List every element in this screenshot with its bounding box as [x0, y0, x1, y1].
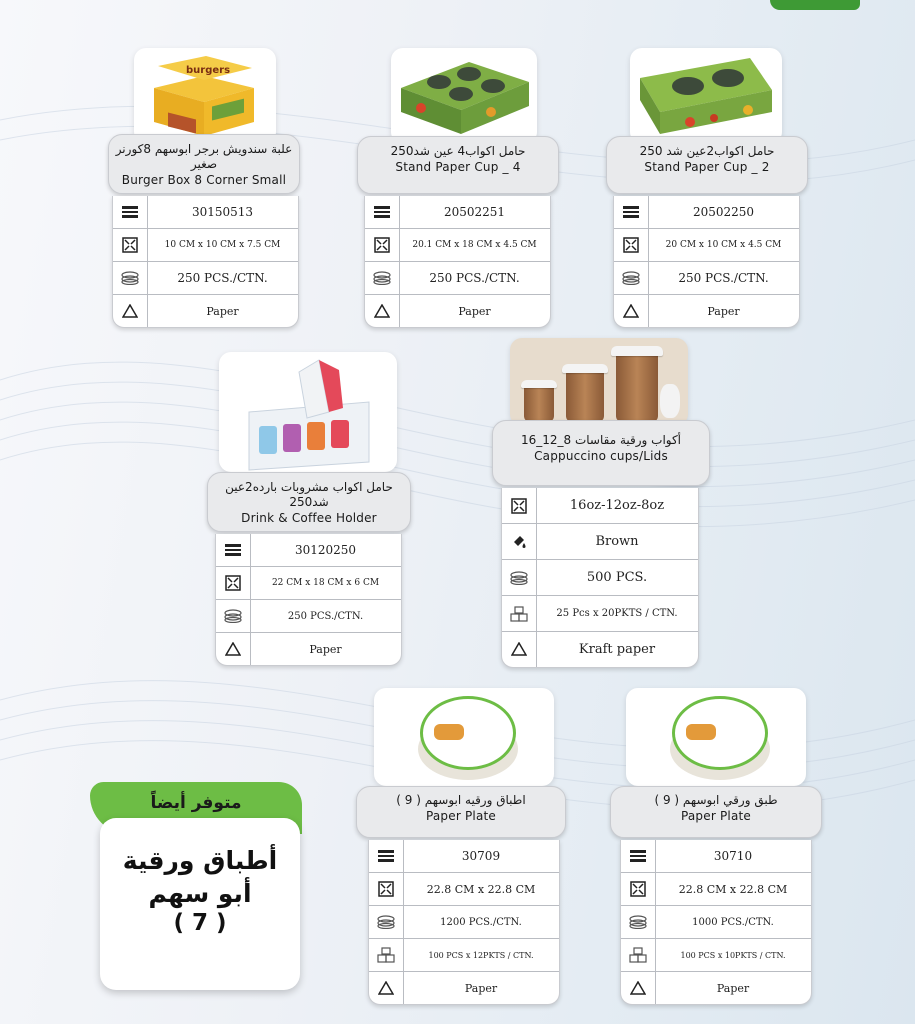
spec-row-material	[369, 972, 559, 1004]
product-card-paper-plate-30710	[610, 688, 822, 1010]
product-material: Paper	[464, 981, 498, 995]
spec-row-code	[113, 196, 298, 229]
product-name-english: Drink & Coffee Holder	[241, 511, 377, 525]
color-drop-icon	[502, 524, 537, 559]
spec-table	[215, 534, 402, 666]
dimensions-icon	[365, 229, 400, 261]
spec-row-qty	[502, 560, 698, 596]
product-name-arabic: طبق ورقي ابوسهم ( 9 )	[654, 793, 778, 807]
product-quantity: 250 PCS./CTN.	[678, 271, 769, 285]
stack-icon	[113, 262, 148, 294]
product-name-english: Paper Plate	[425, 809, 496, 823]
product-image	[374, 688, 554, 786]
stack-icon	[614, 262, 649, 294]
dimensions-icon	[369, 873, 404, 905]
dimensions-icon	[614, 229, 649, 261]
product-name-arabic: اطباق ورقيه ابوسهم ( 9 )	[396, 793, 526, 807]
dimensions-icon	[502, 488, 537, 523]
cup-holder-4-illustration	[391, 48, 537, 144]
spec-table	[368, 840, 560, 1005]
recycle-icon	[369, 972, 404, 1004]
recycle-icon	[365, 295, 400, 327]
product-material: Paper	[206, 304, 239, 318]
spec-row-qty	[216, 600, 401, 633]
plate-food	[686, 724, 716, 740]
burger-box-illustration	[134, 48, 276, 144]
product-header	[610, 786, 822, 838]
product-name-english: Stand Paper Cup _ 4	[395, 160, 521, 174]
product-header	[207, 472, 411, 532]
promo-line-1: أطباق ورقية	[122, 846, 278, 875]
product-material: Kraft paper	[578, 642, 656, 657]
product-image	[630, 48, 782, 144]
spec-row-qty	[113, 262, 298, 295]
stack-icon	[369, 906, 404, 938]
spec-row-qty	[614, 262, 799, 295]
cup-large	[616, 354, 658, 422]
lid-small	[521, 380, 557, 388]
product-name-arabic: علبة سندويش برجر ابوسهم 8كورنر صغير	[115, 142, 293, 171]
product-quantity: 250 PCS./CTN.	[177, 271, 268, 285]
spec-row-code	[621, 840, 811, 873]
product-size: 22.8 CM x 22.8 CM	[426, 882, 536, 896]
spec-row-sizes	[502, 488, 698, 524]
stack-icon	[621, 906, 656, 938]
promo-line-2: أبو سهم	[148, 879, 252, 908]
product-image	[219, 352, 397, 472]
spec-row-size	[369, 873, 559, 906]
cup-medium	[566, 372, 604, 422]
product-header	[606, 136, 808, 194]
product-code: 30120250	[294, 543, 357, 557]
product-size: 20.1 CM x 18 CM x 4.5 CM	[412, 240, 537, 250]
product-quantity: 250 PCS./CTN.	[429, 271, 520, 285]
spec-row-size	[621, 873, 811, 906]
product-card-drink-holder	[207, 352, 411, 668]
product-pack: 100 PCS x 10PKTS / CTN.	[680, 950, 786, 960]
product-quantity: 500 PCS.	[586, 570, 648, 585]
promo-also-available	[90, 782, 304, 994]
product-size: 22 CM x 18 CM x 6 CM	[271, 578, 380, 588]
spec-row-code	[216, 534, 401, 567]
product-pack: 100 PCS x 12PKTS / CTN.	[428, 950, 534, 960]
lid-large	[611, 346, 663, 356]
svg-text:burgers: burgers	[186, 65, 231, 76]
spec-table	[613, 196, 800, 328]
product-code: 30710	[713, 849, 753, 863]
barcode-list-icon	[369, 840, 404, 872]
spec-row-material	[365, 295, 550, 327]
product-card-stand-cup-2	[606, 48, 806, 334]
spec-row-size	[216, 567, 401, 600]
product-quantity: 1000 PCS./CTN.	[692, 916, 774, 928]
spec-row-qty	[621, 906, 811, 939]
product-name-arabic: حامل اكواب2عين شد 250	[639, 144, 775, 158]
product-code: 30150513	[191, 205, 254, 219]
product-header	[108, 134, 300, 194]
product-image	[134, 48, 276, 144]
product-card-paper-plate-30709	[356, 688, 566, 1010]
product-image	[510, 338, 688, 426]
cup-small	[524, 386, 554, 422]
stack-icon	[365, 262, 400, 294]
product-image	[391, 48, 537, 144]
top-accent-bar	[770, 0, 860, 10]
spec-row-material	[614, 295, 799, 327]
drink-holder-illustration	[219, 352, 397, 472]
product-size: 22.8 CM x 22.8 CM	[678, 882, 788, 896]
recycle-icon	[621, 972, 656, 1004]
product-material: Paper	[309, 642, 342, 656]
plate-food	[434, 724, 464, 740]
spec-table	[620, 840, 812, 1005]
spec-row-pack	[369, 939, 559, 972]
dimensions-icon	[113, 229, 148, 261]
product-header	[356, 786, 566, 838]
product-name-arabic: حامل اكواب مشروبات بارده2عين شد250	[225, 480, 393, 509]
promo-body	[100, 818, 300, 990]
stack-icon	[216, 600, 251, 632]
dimensions-icon	[216, 567, 251, 599]
spec-row-code	[369, 840, 559, 873]
spec-row-code	[365, 196, 550, 229]
product-code: 20502251	[443, 205, 506, 219]
product-name-english: Stand Paper Cup _ 2	[644, 160, 770, 174]
product-quantity: 1200 PCS./CTN.	[440, 916, 522, 928]
product-size: 10 CM x 10 CM x 7.5 CM	[164, 240, 281, 250]
promo-tag: متوفر أيضاً	[90, 782, 302, 834]
cup-holder-2-illustration	[630, 48, 782, 144]
package-icon	[621, 939, 656, 971]
spec-row-material	[113, 295, 298, 327]
product-header	[492, 420, 710, 486]
spec-row-material	[621, 972, 811, 1004]
barcode-list-icon	[365, 196, 400, 228]
spec-row-pack	[621, 939, 811, 972]
product-material: Paper	[707, 304, 740, 318]
dimensions-icon	[621, 873, 656, 905]
product-card-burger-box	[108, 48, 300, 334]
spec-row-pack	[502, 596, 698, 632]
product-pack: 25 Pcs x 20PKTS / CTN.	[556, 608, 678, 619]
product-name-english: Burger Box 8 Corner Small	[121, 173, 287, 187]
spec-row-code	[614, 196, 799, 229]
spec-table	[112, 196, 299, 328]
recycle-icon	[113, 295, 148, 327]
spec-row-size	[614, 229, 799, 262]
recycle-icon	[614, 295, 649, 327]
product-size: 20 CM x 10 CM x 4.5 CM	[665, 240, 782, 250]
product-material: Paper	[458, 304, 491, 318]
recycle-icon	[502, 632, 537, 667]
product-name-arabic: حامل اكواب4 عين شد250	[390, 144, 526, 158]
barcode-list-icon	[216, 534, 251, 566]
lid-medium	[562, 364, 608, 373]
barcode-list-icon	[614, 196, 649, 228]
package-icon	[369, 939, 404, 971]
product-color: Brown	[595, 534, 639, 549]
product-image	[626, 688, 806, 786]
product-header	[357, 136, 559, 194]
package-icon	[502, 596, 537, 631]
product-card-cappuccino-cups	[492, 338, 710, 668]
product-material: Paper	[716, 981, 750, 995]
barcode-list-icon	[621, 840, 656, 872]
spec-row-qty	[369, 906, 559, 939]
stack-icon	[502, 560, 537, 595]
spec-table	[364, 196, 551, 328]
product-code: 20502250	[692, 205, 755, 219]
spec-table	[501, 488, 699, 668]
spec-row-color	[502, 524, 698, 560]
product-name-english: Cappuccino cups/Lids	[534, 449, 668, 463]
promo-line-3: ( 7 )	[173, 910, 227, 936]
lid-loose	[660, 384, 680, 418]
product-name-arabic: أكواب ورقية مقاسات 8_12_16	[520, 433, 682, 447]
barcode-list-icon	[113, 196, 148, 228]
product-card-stand-cup-4	[357, 48, 557, 334]
spec-row-qty	[365, 262, 550, 295]
product-sizes: 16oz-12oz-8oz	[569, 498, 665, 513]
spec-row-material	[216, 633, 401, 665]
product-code: 30709	[461, 849, 501, 863]
product-name-english: Paper Plate	[680, 809, 751, 823]
spec-row-size	[113, 229, 298, 262]
spec-row-size	[365, 229, 550, 262]
product-quantity: 250 PCS./CTN.	[287, 610, 364, 622]
spec-row-material	[502, 632, 698, 667]
recycle-icon	[216, 633, 251, 665]
